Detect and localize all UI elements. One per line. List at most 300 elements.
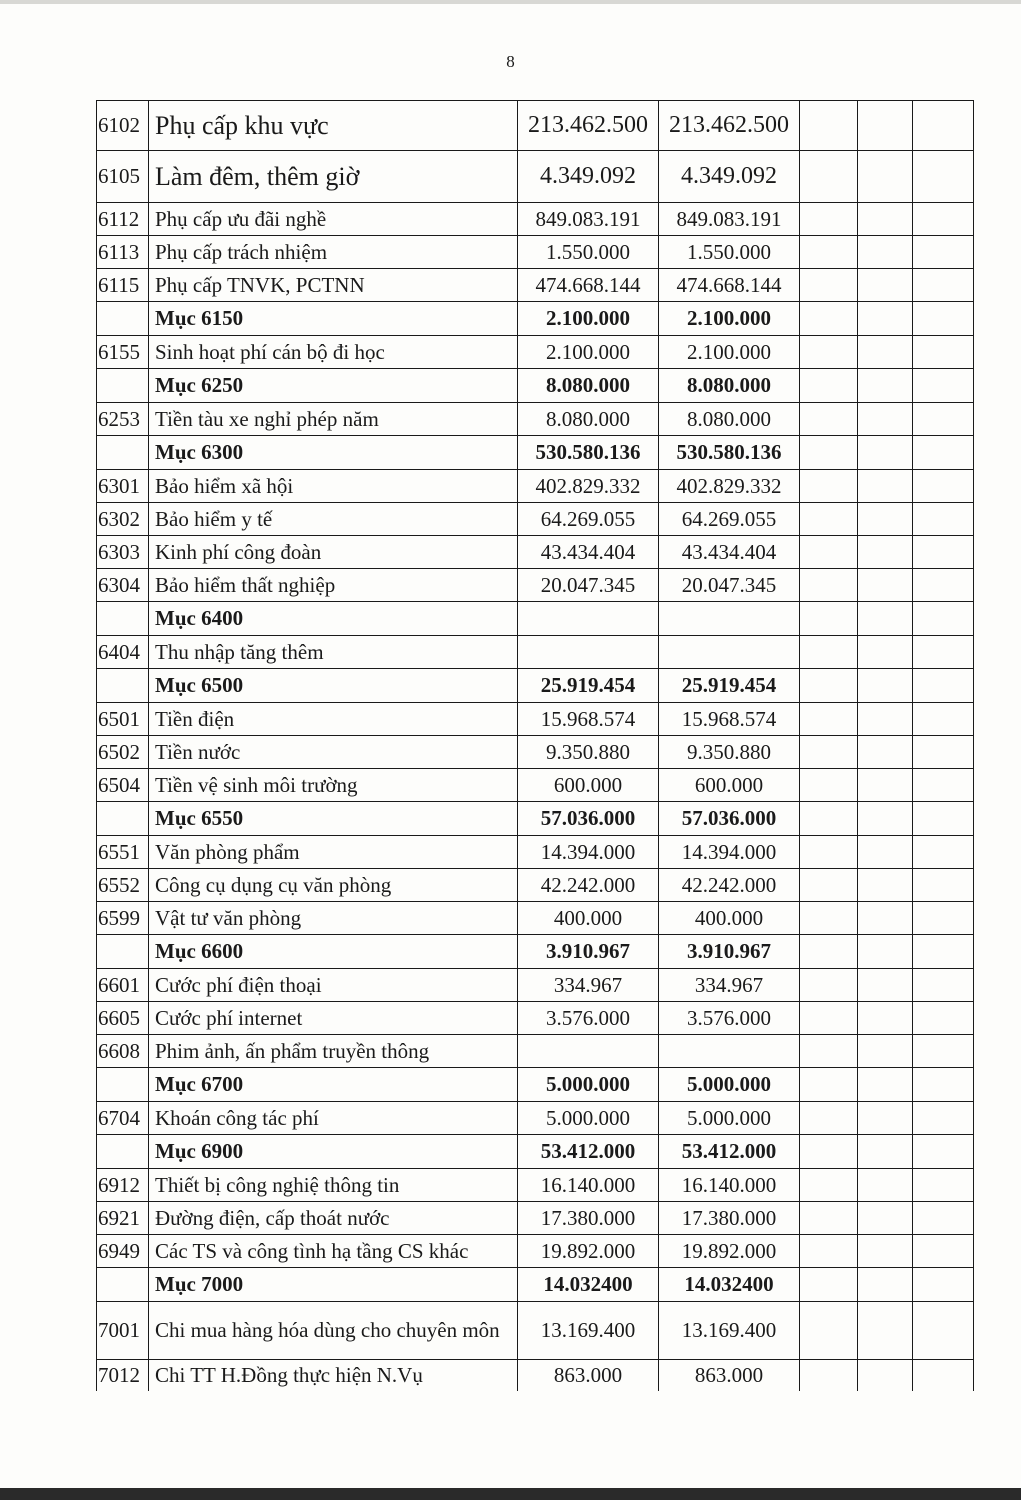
row-code: 6303	[97, 536, 149, 569]
row-description: Mục 6700	[149, 1068, 518, 1102]
row-empty-cell	[913, 836, 974, 869]
table-row	[97, 836, 974, 869]
row-empty-cell	[913, 636, 974, 669]
row-empty-cell	[800, 569, 858, 602]
row-description: Chi TT H.Đồng thực hiện N.Vụ	[149, 1360, 518, 1391]
table-row	[97, 403, 974, 436]
row-empty-cell	[913, 503, 974, 536]
row-description: Tiền nước	[149, 736, 518, 769]
row-amount-2: 474.668.144	[659, 269, 800, 302]
row-empty-cell	[913, 1302, 974, 1360]
row-empty-cell	[800, 1268, 858, 1302]
row-code	[97, 302, 149, 336]
row-empty-cell	[800, 969, 858, 1002]
scan-bottom-edge	[0, 1488, 1021, 1500]
row-code	[97, 602, 149, 636]
row-empty-cell	[858, 602, 913, 636]
row-empty-cell	[858, 403, 913, 436]
row-description: Văn phòng phẩm	[149, 836, 518, 869]
row-empty-cell	[800, 935, 858, 969]
row-empty-cell	[913, 369, 974, 403]
row-description: Vật tư văn phòng	[149, 902, 518, 935]
row-empty-cell	[913, 101, 974, 151]
row-empty-cell	[858, 436, 913, 470]
table-row	[97, 869, 974, 902]
row-amount-1: 25.919.454	[518, 669, 659, 703]
row-empty-cell	[913, 1360, 974, 1391]
row-amount-2: 8.080.000	[659, 369, 800, 403]
budget-table	[96, 100, 974, 1391]
row-empty-cell	[858, 269, 913, 302]
table-row	[97, 151, 974, 203]
row-empty-cell	[858, 836, 913, 869]
row-amount-1: 19.892.000	[518, 1235, 659, 1268]
row-amount-2: 5.000.000	[659, 1102, 800, 1135]
row-code: 6105	[97, 151, 149, 203]
section-row	[97, 802, 974, 836]
row-code: 6113	[97, 236, 149, 269]
row-amount-1: 42.242.000	[518, 869, 659, 902]
row-amount-2: 42.242.000	[659, 869, 800, 902]
row-code: 6404	[97, 636, 149, 669]
row-empty-cell	[913, 1035, 974, 1068]
row-code: 6552	[97, 869, 149, 902]
row-empty-cell	[913, 1002, 974, 1035]
row-amount-1: 13.169.400	[518, 1302, 659, 1360]
row-amount-2: 64.269.055	[659, 503, 800, 536]
row-code: 6912	[97, 1169, 149, 1202]
row-amount-1: 2.100.000	[518, 336, 659, 369]
table-row	[97, 1169, 974, 1202]
row-empty-cell	[800, 436, 858, 470]
row-empty-cell	[858, 1360, 913, 1391]
row-description: Phụ cấp TNVK, PCTNN	[149, 269, 518, 302]
section-row	[97, 935, 974, 969]
table-row	[97, 536, 974, 569]
row-empty-cell	[858, 369, 913, 403]
row-amount-2: 334.967	[659, 969, 800, 1002]
row-amount-1: 20.047.345	[518, 569, 659, 602]
row-empty-cell	[858, 1135, 913, 1169]
row-description: Thu nhập tăng thêm	[149, 636, 518, 669]
row-description: Các TS và công tình hạ tầng CS khác	[149, 1235, 518, 1268]
row-empty-cell	[858, 536, 913, 569]
table-row	[97, 470, 974, 503]
row-amount-2: 3.910.967	[659, 935, 800, 969]
row-code	[97, 369, 149, 403]
row-empty-cell	[800, 1202, 858, 1235]
row-code	[97, 1268, 149, 1302]
row-amount-2: 14.394.000	[659, 836, 800, 869]
row-amount-1: 213.462.500	[518, 101, 659, 151]
row-amount-1: 4.349.092	[518, 151, 659, 203]
row-amount-1	[518, 636, 659, 669]
row-amount-1: 849.083.191	[518, 203, 659, 236]
row-amount-2: 3.576.000	[659, 1002, 800, 1035]
table-row	[97, 1202, 974, 1235]
row-description: Mục 6250	[149, 369, 518, 403]
row-empty-cell	[913, 1235, 974, 1268]
row-code: 6115	[97, 269, 149, 302]
row-empty-cell	[858, 1035, 913, 1068]
row-description: Phụ cấp khu vực	[149, 101, 518, 151]
row-code	[97, 1135, 149, 1169]
row-empty-cell	[913, 151, 974, 203]
row-empty-cell	[800, 101, 858, 151]
table-row	[97, 336, 974, 369]
table-row	[97, 1302, 974, 1360]
row-empty-cell	[800, 1102, 858, 1135]
section-row	[97, 1135, 974, 1169]
row-code: 6253	[97, 403, 149, 436]
row-empty-cell	[800, 151, 858, 203]
row-empty-cell	[913, 436, 974, 470]
row-amount-2: 2.100.000	[659, 336, 800, 369]
row-empty-cell	[858, 802, 913, 836]
row-empty-cell	[800, 536, 858, 569]
row-amount-1: 5.000.000	[518, 1068, 659, 1102]
row-empty-cell	[800, 636, 858, 669]
row-amount-1: 474.668.144	[518, 269, 659, 302]
table-row	[97, 269, 974, 302]
table-row	[97, 101, 974, 151]
row-empty-cell	[913, 1068, 974, 1102]
row-empty-cell	[913, 336, 974, 369]
row-amount-1: 530.580.136	[518, 436, 659, 470]
row-empty-cell	[858, 151, 913, 203]
row-amount-2: 213.462.500	[659, 101, 800, 151]
table-row	[97, 1360, 974, 1391]
row-code: 6501	[97, 703, 149, 736]
row-amount-1: 600.000	[518, 769, 659, 802]
row-empty-cell	[858, 101, 913, 151]
row-amount-1: 2.100.000	[518, 302, 659, 336]
row-amount-1: 8.080.000	[518, 369, 659, 403]
row-empty-cell	[800, 369, 858, 403]
row-empty-cell	[800, 1302, 858, 1360]
table-row	[97, 1102, 974, 1135]
row-empty-cell	[913, 569, 974, 602]
row-code: 6608	[97, 1035, 149, 1068]
row-amount-1: 57.036.000	[518, 802, 659, 836]
row-empty-cell	[800, 1068, 858, 1102]
row-empty-cell	[800, 602, 858, 636]
row-amount-1: 400.000	[518, 902, 659, 935]
row-amount-1: 64.269.055	[518, 503, 659, 536]
row-code	[97, 935, 149, 969]
row-amount-1: 8.080.000	[518, 403, 659, 436]
row-amount-1: 14.394.000	[518, 836, 659, 869]
row-description: Mục 7000	[149, 1268, 518, 1302]
row-amount-2: 19.892.000	[659, 1235, 800, 1268]
row-empty-cell	[800, 203, 858, 236]
row-amount-2: 2.100.000	[659, 302, 800, 336]
row-code: 6704	[97, 1102, 149, 1135]
row-amount-2: 8.080.000	[659, 403, 800, 436]
table-row	[97, 769, 974, 802]
row-amount-2: 4.349.092	[659, 151, 800, 203]
row-code: 6301	[97, 470, 149, 503]
table-row	[97, 1235, 974, 1268]
row-amount-2: 53.412.000	[659, 1135, 800, 1169]
row-description: Công cụ dụng cụ văn phòng	[149, 869, 518, 902]
row-amount-2	[659, 602, 800, 636]
row-code: 6302	[97, 503, 149, 536]
row-empty-cell	[800, 769, 858, 802]
row-description: Tiền tàu xe nghỉ phép năm	[149, 403, 518, 436]
row-empty-cell	[800, 1360, 858, 1391]
row-empty-cell	[913, 902, 974, 935]
row-amount-2: 600.000	[659, 769, 800, 802]
row-empty-cell	[858, 869, 913, 902]
row-empty-cell	[800, 703, 858, 736]
row-empty-cell	[858, 1202, 913, 1235]
row-empty-cell	[800, 503, 858, 536]
section-row	[97, 1268, 974, 1302]
row-empty-cell	[913, 969, 974, 1002]
row-description: Kinh phí công đoàn	[149, 536, 518, 569]
row-empty-cell	[858, 1235, 913, 1268]
table-row	[97, 902, 974, 935]
row-description: Khoán công tác phí	[149, 1102, 518, 1135]
row-empty-cell	[858, 302, 913, 336]
row-amount-1: 14.032400	[518, 1268, 659, 1302]
row-code	[97, 669, 149, 703]
scan-top-edge	[0, 0, 1021, 4]
row-empty-cell	[858, 236, 913, 269]
row-description: Mục 6900	[149, 1135, 518, 1169]
row-empty-cell	[858, 935, 913, 969]
row-code: 6304	[97, 569, 149, 602]
table-row	[97, 503, 974, 536]
row-amount-2: 43.434.404	[659, 536, 800, 569]
row-empty-cell	[913, 302, 974, 336]
row-amount-1: 15.968.574	[518, 703, 659, 736]
row-amount-2: 5.000.000	[659, 1068, 800, 1102]
row-empty-cell	[858, 1102, 913, 1135]
section-row	[97, 669, 974, 703]
table-row	[97, 203, 974, 236]
row-empty-cell	[913, 470, 974, 503]
row-empty-cell	[858, 203, 913, 236]
row-amount-2: 849.083.191	[659, 203, 800, 236]
row-description: Bảo hiểm xã hội	[149, 470, 518, 503]
row-amount-1: 3.576.000	[518, 1002, 659, 1035]
row-description: Tiền vệ sinh môi trường	[149, 769, 518, 802]
table-row	[97, 236, 974, 269]
row-empty-cell	[858, 1268, 913, 1302]
row-amount-1	[518, 602, 659, 636]
row-code: 7012	[97, 1360, 149, 1391]
row-empty-cell	[800, 1135, 858, 1169]
row-empty-cell	[858, 1169, 913, 1202]
row-empty-cell	[800, 269, 858, 302]
row-amount-2: 400.000	[659, 902, 800, 935]
table-row	[97, 569, 974, 602]
row-empty-cell	[858, 636, 913, 669]
row-description: Làm đêm, thêm giờ	[149, 151, 518, 203]
table-row	[97, 1002, 974, 1035]
row-amount-2: 402.829.332	[659, 470, 800, 503]
row-empty-cell	[800, 902, 858, 935]
row-empty-cell	[913, 669, 974, 703]
row-empty-cell	[800, 236, 858, 269]
row-empty-cell	[913, 703, 974, 736]
row-empty-cell	[858, 703, 913, 736]
row-description: Chi mua hàng hóa dùng cho chuyên môn	[149, 1302, 518, 1360]
row-empty-cell	[858, 769, 913, 802]
row-empty-cell	[800, 836, 858, 869]
row-empty-cell	[858, 470, 913, 503]
table-row	[97, 1035, 974, 1068]
row-code: 6155	[97, 336, 149, 369]
row-empty-cell	[913, 769, 974, 802]
row-description: Mục 6300	[149, 436, 518, 470]
row-empty-cell	[800, 802, 858, 836]
row-amount-2: 17.380.000	[659, 1202, 800, 1235]
row-empty-cell	[913, 269, 974, 302]
row-empty-cell	[913, 1202, 974, 1235]
row-code: 6504	[97, 769, 149, 802]
row-empty-cell	[858, 736, 913, 769]
row-code: 6601	[97, 969, 149, 1002]
row-empty-cell	[913, 935, 974, 969]
row-amount-2: 863.000	[659, 1360, 800, 1391]
section-row	[97, 369, 974, 403]
row-amount-2: 25.919.454	[659, 669, 800, 703]
row-description: Mục 6400	[149, 602, 518, 636]
row-empty-cell	[858, 569, 913, 602]
row-code: 6551	[97, 836, 149, 869]
row-amount-2: 15.968.574	[659, 703, 800, 736]
row-empty-cell	[858, 336, 913, 369]
row-amount-2: 14.032400	[659, 1268, 800, 1302]
table-row	[97, 969, 974, 1002]
row-description: Phụ cấp trách nhiệm	[149, 236, 518, 269]
row-code: 6502	[97, 736, 149, 769]
row-empty-cell	[858, 902, 913, 935]
row-empty-cell	[800, 1235, 858, 1268]
row-description: Tiền điện	[149, 703, 518, 736]
row-amount-1: 53.412.000	[518, 1135, 659, 1169]
row-empty-cell	[913, 802, 974, 836]
row-empty-cell	[858, 503, 913, 536]
row-description: Phim ảnh, ấn phẩm truyền thông	[149, 1035, 518, 1068]
row-empty-cell	[913, 1102, 974, 1135]
row-empty-cell	[800, 736, 858, 769]
row-amount-2: 13.169.400	[659, 1302, 800, 1360]
row-empty-cell	[913, 602, 974, 636]
row-amount-1: 334.967	[518, 969, 659, 1002]
row-empty-cell	[800, 1169, 858, 1202]
row-code: 6112	[97, 203, 149, 236]
row-amount-1: 16.140.000	[518, 1169, 659, 1202]
row-description: Cước phí internet	[149, 1002, 518, 1035]
row-empty-cell	[913, 536, 974, 569]
row-description: Mục 6150	[149, 302, 518, 336]
row-code	[97, 1068, 149, 1102]
row-amount-1: 863.000	[518, 1360, 659, 1391]
row-amount-2: 9.350.880	[659, 736, 800, 769]
row-empty-cell	[913, 1169, 974, 1202]
row-code	[97, 802, 149, 836]
table-row	[97, 703, 974, 736]
table-row	[97, 636, 974, 669]
row-empty-cell	[858, 1302, 913, 1360]
row-empty-cell	[913, 236, 974, 269]
row-empty-cell	[858, 969, 913, 1002]
row-amount-1	[518, 1035, 659, 1068]
row-empty-cell	[800, 302, 858, 336]
row-empty-cell	[913, 1268, 974, 1302]
row-empty-cell	[800, 869, 858, 902]
row-empty-cell	[800, 1035, 858, 1068]
row-amount-2: 57.036.000	[659, 802, 800, 836]
row-description: Mục 6600	[149, 935, 518, 969]
row-amount-1: 5.000.000	[518, 1102, 659, 1135]
row-amount-1: 3.910.967	[518, 935, 659, 969]
row-description: Thiết bị công nghiệ thông tin	[149, 1169, 518, 1202]
row-amount-2: 530.580.136	[659, 436, 800, 470]
row-empty-cell	[858, 1068, 913, 1102]
row-empty-cell	[800, 470, 858, 503]
row-empty-cell	[800, 336, 858, 369]
table-row	[97, 736, 974, 769]
row-empty-cell	[800, 403, 858, 436]
row-amount-1: 402.829.332	[518, 470, 659, 503]
row-description: Mục 6500	[149, 669, 518, 703]
row-description: Bảo hiểm thất nghiệp	[149, 569, 518, 602]
row-empty-cell	[858, 669, 913, 703]
row-empty-cell	[800, 669, 858, 703]
row-code	[97, 436, 149, 470]
row-empty-cell	[913, 869, 974, 902]
row-description: Mục 6550	[149, 802, 518, 836]
row-amount-2: 1.550.000	[659, 236, 800, 269]
row-amount-2: 20.047.345	[659, 569, 800, 602]
row-code: 6605	[97, 1002, 149, 1035]
row-amount-2	[659, 636, 800, 669]
row-description: Sinh hoạt phí cán bộ đi học	[149, 336, 518, 369]
page-number: 8	[506, 52, 515, 71]
row-amount-1: 9.350.880	[518, 736, 659, 769]
row-empty-cell	[858, 1002, 913, 1035]
section-row	[97, 436, 974, 470]
row-amount-2: 16.140.000	[659, 1169, 800, 1202]
row-amount-1: 1.550.000	[518, 236, 659, 269]
row-description: Bảo hiểm y tế	[149, 503, 518, 536]
section-row	[97, 1068, 974, 1102]
row-code: 6921	[97, 1202, 149, 1235]
row-description: Đường điện, cấp thoát nước	[149, 1202, 518, 1235]
row-amount-2	[659, 1035, 800, 1068]
row-empty-cell	[913, 403, 974, 436]
row-amount-1: 17.380.000	[518, 1202, 659, 1235]
row-empty-cell	[800, 1002, 858, 1035]
section-row	[97, 602, 974, 636]
row-empty-cell	[913, 203, 974, 236]
row-description: Phụ cấp ưu đãi nghề	[149, 203, 518, 236]
row-description: Cước phí điện thoại	[149, 969, 518, 1002]
row-amount-1: 43.434.404	[518, 536, 659, 569]
row-code: 7001	[97, 1302, 149, 1360]
row-code: 6102	[97, 101, 149, 151]
row-code: 6949	[97, 1235, 149, 1268]
row-empty-cell	[913, 1135, 974, 1169]
row-code: 6599	[97, 902, 149, 935]
row-empty-cell	[913, 736, 974, 769]
section-row	[97, 302, 974, 336]
